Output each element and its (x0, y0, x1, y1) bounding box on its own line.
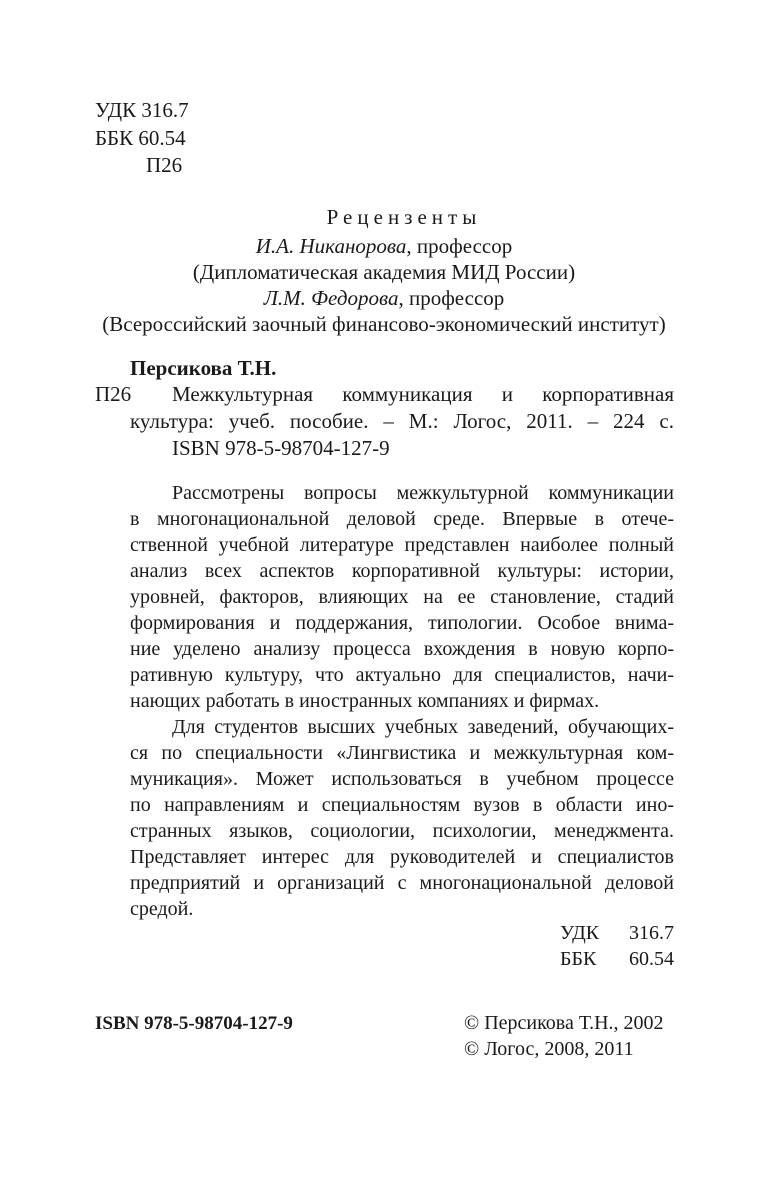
annotation-line: нающих работать в иностранных компаниях и фирмах. (130, 690, 600, 712)
bib-mark: П26 (95, 382, 132, 406)
annotation-line: в многонациональной деловой среде. Впервые в отече- (130, 508, 674, 530)
annotation-line: муникация». Может использоваться в учебном процессе (130, 768, 674, 790)
footer-isbn: ISBN 978-5-98704-127-9 (95, 1013, 293, 1034)
copyright-publisher: © Логос, 2008, 2011 (464, 1038, 634, 1060)
bbk-right-value: 60.54 (629, 948, 674, 970)
book-author: Персикова Т.Н. (130, 356, 277, 380)
udk-right (560, 923, 674, 943)
reviewer-2-role: , профессор (398, 286, 505, 310)
annotation-line: Для студентов высших учебных заведений, обучающих- (172, 716, 674, 738)
annotation-line: ративную культуру, что актуально для специалистов, начи- (130, 664, 674, 686)
annotation-line: Рассмотрены вопросы межкультурной коммуникации (172, 482, 674, 504)
annotation-line: ние уделено анализу процесса вхождения в новую корпо- (130, 638, 674, 660)
annotation-line: по направлениям и специальностям вузов в области ино- (130, 794, 674, 816)
copyright-author: © Персикова Т.Н., 2002 (464, 1012, 664, 1034)
bbk-right (560, 949, 674, 969)
annotation-line: анализ всех аспектов корпоративной культуры: истории, (130, 560, 674, 582)
reviewer-1-role: , профессор (406, 234, 513, 258)
annotation-line: средой. (130, 898, 194, 920)
annotation-line: ственной учебной литературе представлен наиболее полный (130, 534, 674, 556)
reviewer-1-name: И.А. Никанорова (255, 234, 407, 258)
bbk-code: ББК 60.54 (95, 126, 186, 150)
udk-code: УДК 316.7 (95, 98, 189, 122)
reviewer-1 (0, 236, 768, 257)
reviewer-2-org: (Всероссийский заочный финансово-экономический институт) (102, 312, 666, 336)
annotation-line: формирования и поддержания, типологии. Особое внима- (130, 612, 674, 634)
book-isbn: ISBN 978-5-98704-127-9 (172, 436, 390, 460)
reviewer-2-name: Л.М. Федорова (263, 286, 399, 310)
udk-right-label: УДК (560, 922, 600, 944)
reviewer-1-org: (Дипломатическая академия МИД России) (192, 260, 576, 284)
annotation-line: Представляет интерес для руководителей и специалистов (130, 846, 674, 868)
book-title-line-1: Межкультурная коммуникация и корпоративная (172, 382, 674, 406)
reviewers-title: Рецензенты (326, 205, 482, 229)
reviewer-2 (0, 288, 768, 309)
annotation-line: странных языков, социологии, психологии, менеджмента. (130, 820, 674, 842)
book-title-line-2: культура: учеб. пособие. – М.: Логос, 2011. – 224 с. (130, 409, 674, 433)
annotation-line: предприятий и организаций с многонациональной деловой (130, 872, 674, 894)
udk-right-value: 316.7 (629, 922, 674, 944)
annotation-line: ся по специальности «Лингвистика и межкультурная ком- (130, 742, 674, 764)
author-mark: П26 (146, 153, 183, 177)
bbk-right-label: ББК (560, 948, 597, 970)
annotation-line: уровней, факторов, влияющих на ее становление, стадий (130, 586, 674, 608)
